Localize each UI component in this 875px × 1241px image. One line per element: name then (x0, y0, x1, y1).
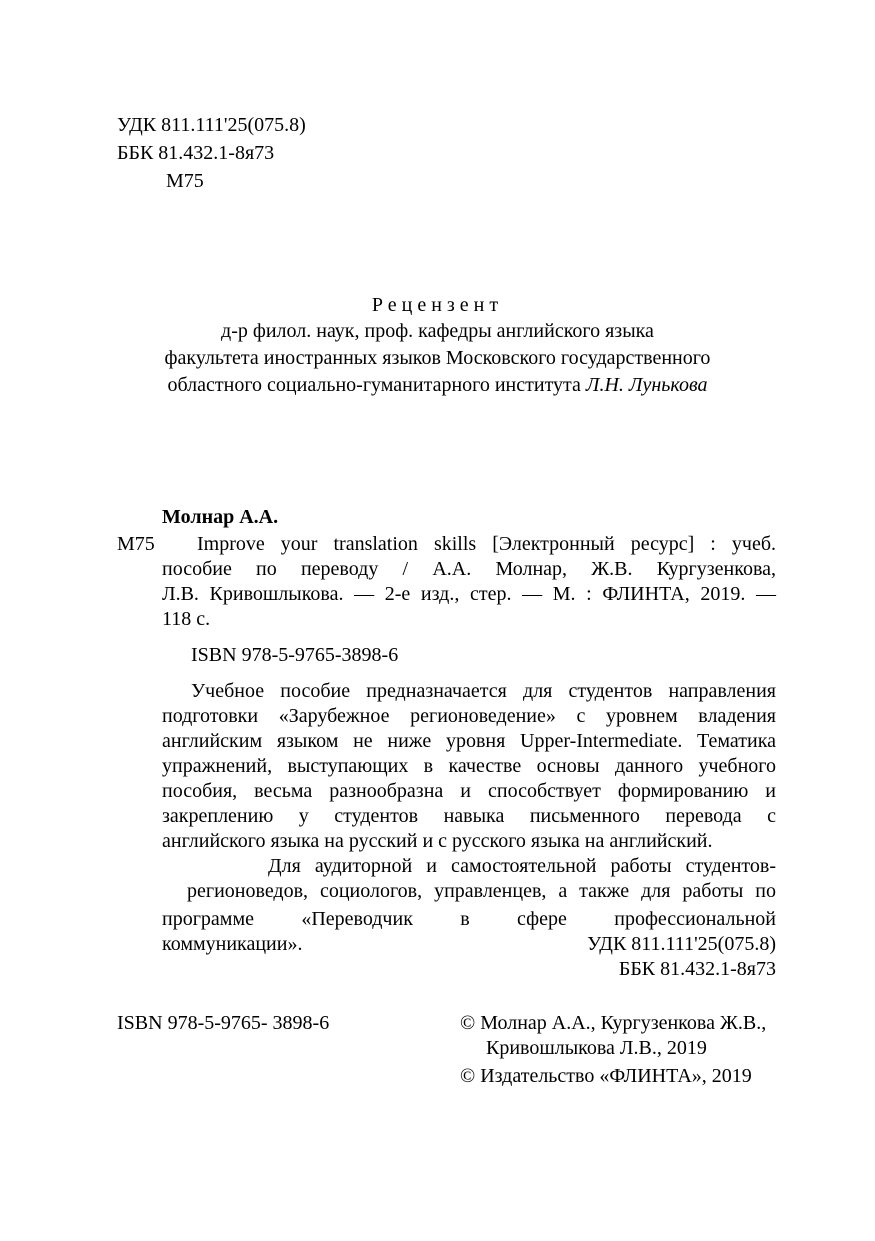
annotation-line-2: подготовки «Зарубежное регионоведение» с уровнем владения (162, 705, 776, 727)
annotation2-line-2: регионоведов, социологов, управленцев, а также для работы по (187, 880, 776, 902)
annotation2-line-4: коммуникации». (162, 933, 303, 955)
bib-line-1: Improve your translation skills [Электронный ресурс] : учеб. (197, 533, 776, 555)
reviewer-institute: областного социально-гуманитарного института (167, 374, 581, 396)
bib-mark: М75 (117, 533, 155, 555)
reviewer-line-2: факультета иностранных языков Московского государственного (164, 347, 711, 369)
bib-line-4: 118 с. (162, 608, 211, 630)
reviewer-line-1: д-р филол. наук, проф. кафедры английского языка (221, 320, 654, 342)
reviewer-line-3 (0, 373, 875, 398)
annotation2-line-1: Для аудиторной и самостоятельной работы студентов- (268, 855, 776, 877)
annotation-line-3: английским языком не ниже уровня Upper-Intermediate. Тематика (162, 730, 776, 752)
udk-code: УДК 811.111'25(075.8) (117, 114, 306, 136)
reviewer-name: Л.Н. Лунькова (585, 374, 708, 396)
annotation-line-5: пособия, весьма разнообразна и способствует формированию и (162, 780, 776, 802)
bib-line-2: пособие по переводу / А.А. Молнар, Ж.В. Кургузенкова, (162, 558, 776, 580)
copyright-authors: © Молнар А.А., Кургузенкова Ж.В., (460, 1012, 767, 1034)
bib-line-3: Л.В. Кривошлыкова. — 2-е изд., стер. — М. : ФЛИНТА, 2019. — (162, 583, 776, 605)
copyright-authors-cont: Кривошлыкова Л.В., 2019 (486, 1037, 707, 1059)
author-mark: М75 (166, 170, 204, 192)
footer-isbn: ISBN 978-5-9765- 3898-6 (117, 1012, 330, 1034)
annotation-line-6: закреплению у студентов навыка письменного перевода с (162, 805, 776, 827)
annotation-udk: УДК 811.111'25(075.8) (587, 933, 776, 955)
bib-isbn: ISBN 978-5-9765-3898-6 (191, 644, 399, 666)
copyright-publisher: © Издательство «ФЛИНТА», 2019 (460, 1065, 752, 1087)
bbk-code: ББК 81.432.1-8я73 (117, 142, 275, 164)
bib-author: Молнар А.А. (162, 506, 279, 528)
annotation-line-1: Учебное пособие предназначается для студентов направления (191, 680, 776, 702)
annotation-line-7: английского языка на русский и с русского языка на английский. (162, 830, 713, 852)
annotation-bbk: ББК 81.432.1-8я73 (618, 958, 776, 980)
reviewer-heading: Рецензент (371, 294, 504, 316)
annotation-line-4: упражнений, выступающих в качестве основы данного учебного (162, 755, 776, 777)
annotation2-line-3: программе «Переводчик в сфере профессиональной (162, 908, 776, 930)
